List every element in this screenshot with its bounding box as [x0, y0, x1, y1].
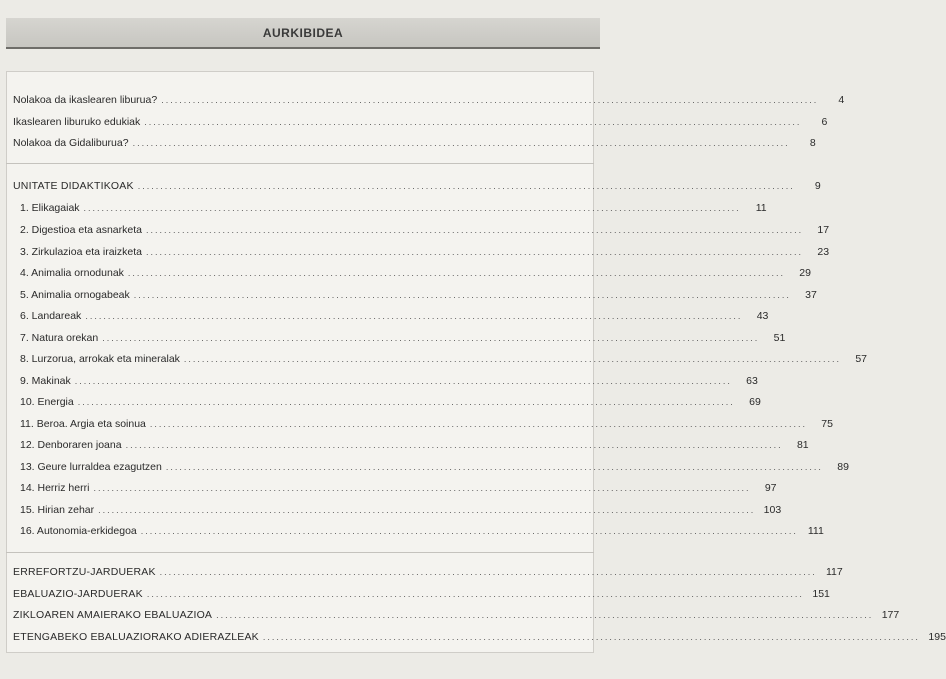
toc-entry-label: 8. Lurzorua, arrokak eta mineralak — [20, 353, 180, 365]
toc-entry-label: 9. Makinak — [20, 375, 71, 387]
toc-entry-label: 1. Elikagaiak — [20, 202, 80, 214]
toc-entry-intro[interactable] — [13, 112, 828, 132]
dot-leader: .................................................................................................................................................. — [133, 290, 791, 300]
toc-entry-page: 23 — [817, 246, 830, 258]
toc-entry-unit[interactable] — [13, 220, 830, 240]
dot-leader: .................................................................................................................................................. — [145, 247, 804, 257]
toc-entry-label: 10. Energia — [20, 396, 74, 408]
toc-entry-page: 89 — [837, 461, 849, 473]
toc-entry-page: 103 — [763, 504, 782, 516]
toc-entry-page: 81 — [796, 439, 809, 451]
toc-entry-label: 12. Denboraren joana — [20, 439, 122, 451]
toc-entry-label: Nolakoa da Gidaliburua? — [13, 137, 129, 149]
toc-entry-label: 2. Digestioa eta asnarketa — [20, 224, 142, 236]
toc-entry-unit[interactable] — [13, 306, 769, 326]
toc-entry-unit[interactable] — [13, 500, 782, 520]
toc-entry-units-heading[interactable] — [13, 176, 821, 196]
toc-entry-label: 7. Natura orekan — [20, 332, 99, 344]
toc-entry-intro[interactable] — [13, 133, 816, 153]
dot-leader: .................................................................................................................................................. — [137, 181, 795, 191]
dot-leader: .................................................................................................................................................. — [144, 117, 802, 127]
toc-entry-unit[interactable] — [13, 435, 809, 455]
toc-entry-page: 97 — [764, 482, 777, 494]
toc-entry-label: 3. Zirkulazioa eta iraizketa — [20, 246, 142, 258]
toc-entry-appendix[interactable] — [13, 562, 843, 582]
toc-entry-label: ERREFORTZU-JARDUERAK — [13, 566, 156, 578]
dot-leader: .................................................................................................................................................. — [83, 203, 741, 213]
dot-leader: .................................................................................................................................................. — [74, 376, 732, 386]
toc-entry-unit[interactable] — [13, 371, 758, 391]
dot-leader: .................................................................................................................................................. — [85, 311, 743, 321]
toc-entry-page: 69 — [749, 396, 761, 408]
toc-entry-unit[interactable] — [13, 263, 811, 283]
toc-entry-page: 111 — [807, 525, 824, 537]
toc-entry-unit[interactable] — [13, 285, 817, 305]
toc-entry-label: EBALUAZIO-JARDUERAK — [13, 588, 143, 600]
toc-entry-page: 51 — [773, 332, 786, 344]
toc-entry-unit[interactable] — [13, 521, 824, 541]
toc-entry-label: 16. Autonomia-erkidegoa — [20, 525, 137, 537]
dot-leader: .................................................................................................................................................. — [98, 505, 756, 515]
toc-entry-page: 43 — [756, 310, 769, 322]
dot-leader: .................................................................................................................................................. — [77, 397, 735, 407]
toc-entry-appendix[interactable] — [13, 605, 900, 625]
toc-entry-appendix[interactable] — [13, 627, 946, 647]
toc-entry-page: 57 — [855, 353, 867, 365]
toc-entry-unit[interactable] — [13, 457, 849, 477]
dot-leader: .................................................................................................................................................. — [132, 138, 790, 148]
dot-leader: .................................................................................................................................................. — [93, 483, 751, 493]
dot-leader: .................................................................................................................................................. — [161, 95, 819, 105]
toc-entry-unit[interactable] — [13, 242, 830, 262]
toc-entry-label: 6. Landareak — [20, 310, 82, 322]
toc-entry-intro[interactable] — [13, 90, 845, 110]
toc-entry-page: 75 — [821, 418, 833, 430]
toc-entry-page: 177 — [881, 609, 900, 621]
toc-entry-page: 11 — [755, 202, 767, 214]
toc-entry-page: 8 — [809, 137, 816, 149]
dot-leader: .................................................................................................................................................. — [149, 419, 807, 429]
toc-entry-unit[interactable] — [13, 478, 777, 498]
toc-entry-label: ETENGABEKO EBALUAZIORAKO ADIERAZLEAK — [13, 631, 259, 643]
toc-entry-label: UNITATE DIDAKTIKOAK — [13, 180, 134, 192]
toc-entry-page: 29 — [799, 267, 811, 279]
toc-entry-label: 5. Animalia ornogabeak — [20, 289, 130, 301]
dot-leader: .................................................................................................................................................. — [127, 268, 785, 278]
page-title: AURKIBIDEA — [262, 25, 344, 40]
toc-entry-unit[interactable] — [13, 349, 867, 369]
toc-entry-label: Ikaslearen liburuko edukiak — [13, 116, 141, 128]
toc-entry-page: 6 — [821, 116, 828, 128]
dot-leader: .................................................................................................................................................. — [125, 440, 783, 450]
toc-entry-label: 14. Herriz herri — [20, 482, 90, 494]
toc-entry-unit[interactable] — [13, 198, 767, 218]
section-divider — [6, 163, 594, 164]
toc-entry-label: 13. Geure lurraldea ezagutzen — [20, 461, 162, 473]
toc-entry-label: Nolakoa da ikaslearen liburua? — [13, 94, 158, 106]
index-header — [6, 18, 600, 49]
dot-leader: .................................................................................................................................................. — [146, 589, 804, 599]
toc-entry-page: 117 — [825, 566, 843, 578]
dot-leader: .................................................................................................................................................. — [262, 632, 920, 642]
dot-leader: .................................................................................................................................................. — [146, 225, 804, 235]
toc-entry-appendix[interactable] — [13, 584, 830, 604]
dot-leader: .................................................................................................................................................. — [140, 526, 798, 536]
toc-entry-label: ZIKLOAREN AMAIERAKO EBALUAZIOA — [13, 609, 213, 621]
dot-leader: .................................................................................................................................................. — [183, 354, 841, 364]
dot-leader: .................................................................................................................................................. — [102, 333, 760, 343]
dot-leader: .................................................................................................................................................. — [165, 462, 823, 472]
dot-leader: .................................................................................................................................................. — [216, 610, 874, 620]
toc-entry-unit[interactable] — [13, 328, 786, 348]
toc-entry-unit[interactable] — [13, 414, 833, 434]
toc-entry-page: 151 — [812, 588, 830, 600]
toc-entry-label: 11. Beroa. Argia eta soinua — [20, 418, 146, 430]
toc-entry-page: 9 — [814, 180, 821, 192]
toc-entry-page: 17 — [817, 224, 830, 236]
toc-entry-page: 63 — [746, 375, 758, 387]
toc-entry-page: 195 — [928, 631, 946, 643]
section-divider — [6, 552, 594, 553]
toc-entry-unit[interactable] — [13, 392, 761, 412]
dot-leader: .................................................................................................................................................. — [159, 567, 817, 577]
toc-entry-page: 37 — [805, 289, 817, 301]
toc-entry-label: 15. Hirian zehar — [20, 504, 95, 516]
toc-entry-label: 4. Animalia ornodunak — [20, 267, 124, 279]
toc-entry-page: 4 — [838, 94, 845, 106]
